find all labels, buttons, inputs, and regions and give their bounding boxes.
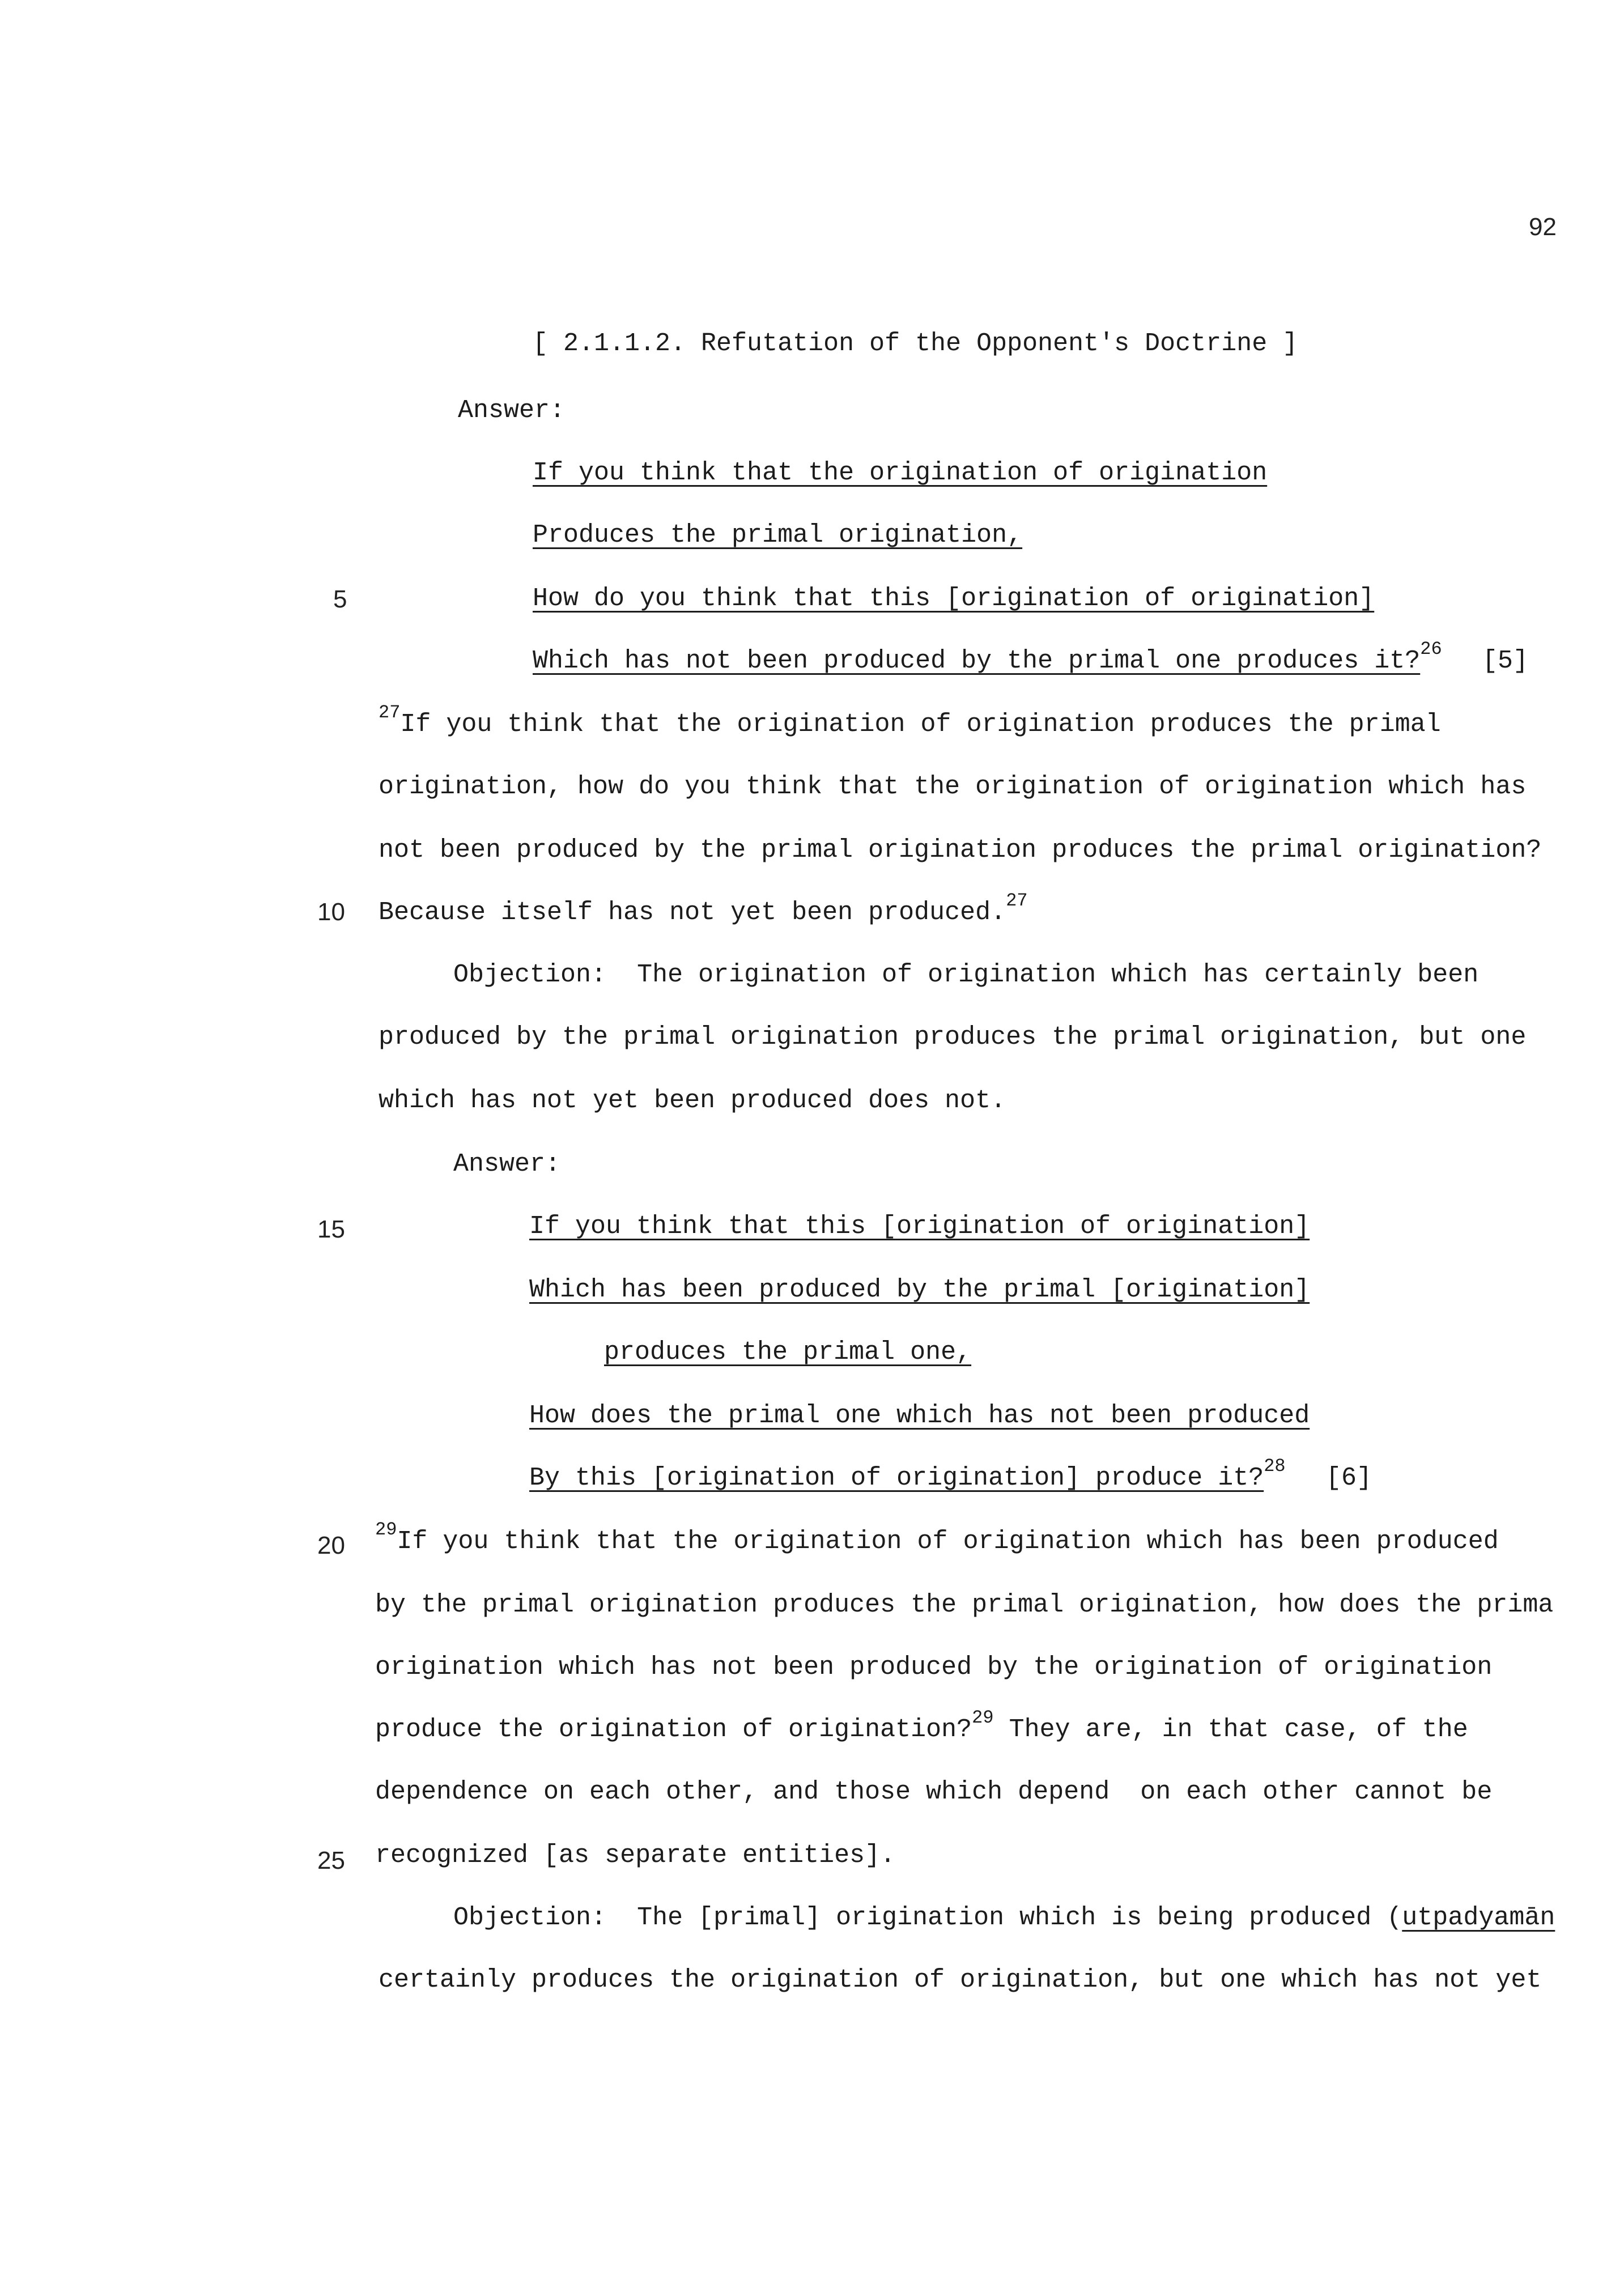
footnote-marker: 26 (1420, 639, 1442, 660)
verse-line: produces the primal one, (604, 1338, 972, 1367)
paragraph-line (379, 702, 1441, 739)
line-number-25: 25 (317, 1847, 345, 1874)
page-number: 92 (1529, 213, 1557, 241)
footnote-marker: 28 (1264, 1456, 1286, 1477)
footnote-marker: 27 (1006, 890, 1028, 911)
objection-text: The [primal] origination which is being produced ( (637, 1903, 1402, 1932)
verse-line (533, 639, 1442, 675)
paragraph-line: origination which has not been produced by the origination of origination (375, 1653, 1493, 1682)
footnote-marker: 29 (375, 1519, 397, 1540)
line-number-20: 20 (317, 1532, 345, 1559)
verse-line: How does the primal one which has not been produced (529, 1401, 1310, 1430)
paragraph-line (379, 890, 1028, 927)
verse-line: How do you think that this [origination of origination] (533, 584, 1375, 613)
verse-line: If you think that the origination of origination (533, 458, 1268, 487)
objection-line: which has not yet been produced does not. (379, 1086, 1006, 1115)
verse-text: Which has not been produced by the primal one produces it? (533, 647, 1421, 675)
footnote-marker: 29 (972, 1707, 994, 1728)
paragraph-text: If you think that the origination of origination produces the primal (400, 710, 1441, 739)
paragraph-line: origination, how do you think that the origination of origination which has (379, 772, 1527, 801)
paragraph-text: produce the origination of origination? (375, 1715, 972, 1744)
verse-reference: [6] (1326, 1464, 1372, 1493)
objection-line: certainly produces the origination of origination, but one which has not yet (379, 1966, 1542, 1995)
objection-line (453, 962, 1478, 988)
paragraph-line: by the primal origination produces the primal origination, how does the prima (375, 1591, 1554, 1619)
paragraph-line (375, 1707, 1468, 1744)
footnote-marker: 27 (379, 702, 401, 723)
verse-line: Which has been produced by the primal [origination] (529, 1275, 1310, 1304)
objection-label: Objection: (453, 960, 607, 989)
paragraph-text: If you think that the origination of origination which has been produced (397, 1527, 1499, 1556)
objection-label: Objection: (453, 1903, 607, 1932)
verse-line: Produces the primal origination, (533, 521, 1023, 550)
answer-label: Answer: (453, 1150, 561, 1179)
sanskrit-term: utpadyamān (1402, 1903, 1555, 1932)
verse-reference: [5] (1482, 647, 1529, 675)
verse-line: If you think that this [origination of origination] (529, 1212, 1310, 1241)
objection-line (453, 1905, 1555, 1931)
verse-text: By this [origination of origination] produce it? (529, 1464, 1264, 1493)
paragraph-line: not been produced by the primal origination produces the primal origination? (379, 836, 1542, 865)
line-number-5: 5 (333, 585, 347, 613)
paragraph-line: dependence on each other, and those which depend on each other cannot be (375, 1778, 1493, 1806)
line-number-15: 15 (317, 1215, 345, 1243)
objection-line: produced by the primal origination produces the primal origination, but one (379, 1023, 1527, 1052)
line-number-10: 10 (317, 898, 345, 926)
verse-line (529, 1456, 1286, 1493)
paragraph-text: Because itself has not yet been produced. (379, 898, 1006, 927)
answer-label: Answer: (458, 396, 566, 425)
paragraph-line: recognized [as separate entities]. (375, 1841, 896, 1870)
section-heading: [ 2.1.1.2. Refutation of the Opponent's Doctrine ] (533, 329, 1298, 358)
paragraph-text: They are, in that case, of the (1009, 1715, 1468, 1744)
paragraph-line (375, 1519, 1499, 1556)
objection-text: The origination of origination which has certainly been (637, 960, 1479, 989)
